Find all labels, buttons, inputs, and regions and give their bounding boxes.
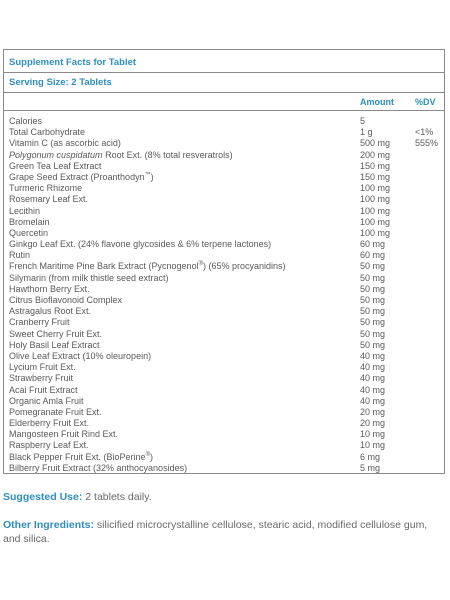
- serving-size: Serving Size: 2 Tablets: [9, 77, 112, 88]
- facts-row: [4, 396, 444, 407]
- ingredient-amount: 50 mg: [360, 328, 386, 339]
- other-ingredients-text: silicified microcrystalline cellulose, stearic acid, modified cellulose gum, and silica.: [3, 519, 428, 545]
- facts-row: [4, 385, 444, 396]
- ingredient-name: [9, 261, 286, 272]
- ingredient-name-post: ): [150, 171, 154, 182]
- facts-row: [4, 463, 444, 474]
- ingredient-amount: 20 mg: [360, 406, 386, 417]
- ingredient-name: Astragalus Root Ext.: [9, 306, 92, 317]
- ingredient-dv: <1%: [415, 127, 434, 138]
- amount-column-header: Amount: [360, 97, 394, 107]
- ingredient-amount: 150 mg: [360, 160, 391, 171]
- ingredient-amount: 60 mg: [360, 239, 386, 250]
- ingredient-name: Green Tea Leaf Extract: [9, 160, 102, 171]
- ingredient-name: Lecithin: [9, 205, 41, 216]
- trademark-mark: ™: [144, 171, 151, 178]
- ingredient-name: Sweet Cherry Fruit Ext.: [9, 328, 103, 339]
- ingredient-name: Total Carbohydrate: [9, 127, 86, 138]
- ingredient-amount: 40 mg: [360, 384, 386, 395]
- dv-column-header: %DV: [415, 97, 436, 107]
- facts-row: [4, 429, 444, 440]
- facts-row: [4, 362, 444, 373]
- ingredient-name: Vitamin C (as ascorbic acid): [9, 138, 121, 149]
- facts-row: [4, 306, 444, 317]
- ingredient-name: [9, 452, 153, 463]
- ingredient-name: Pomegranate Fruit Ext.: [9, 406, 102, 417]
- ingredient-amount: 40 mg: [360, 362, 386, 373]
- suggested-use-text: 2 tablets daily.: [82, 491, 152, 503]
- ingredient-amount: 100 mg: [360, 227, 391, 238]
- ingredient-name-pre: Black Pepper Fruit Ext. (BioPerine: [9, 451, 146, 462]
- facts-row: [4, 295, 444, 306]
- ingredient-amount: 100 mg: [360, 205, 391, 216]
- facts-row: [4, 407, 444, 418]
- facts-rows: [4, 116, 444, 474]
- ingredient-amount: 5: [360, 116, 366, 126]
- facts-row: [4, 329, 444, 340]
- other-ingredients: [3, 518, 443, 546]
- ingredient-amount: 40 mg: [360, 350, 386, 361]
- ingredient-amount: 500 mg: [360, 138, 391, 149]
- facts-row: [4, 217, 444, 228]
- ingredient-amount: 40 mg: [360, 395, 386, 406]
- ingredient-name-pre: French Maritime Pine Bark Extract (Pycnogenol: [9, 261, 199, 272]
- ingredient-name: Calories: [9, 116, 43, 126]
- ingredient-amount: 1 g: [360, 127, 373, 138]
- ingredient-name-post: ): [149, 451, 153, 462]
- ingredient-name: Raspberry Leaf Ext.: [9, 440, 89, 451]
- ingredient-name: Organic Amla Fruit: [9, 395, 84, 406]
- facts-row: [4, 373, 444, 384]
- ingredient-name-pre: Grape Seed Extract (Proanthodyn: [9, 171, 145, 182]
- ingredient-name-rest: Root Ext. (8% total resveratrols): [102, 149, 233, 160]
- ingredient-name: Acai Fruit Extract: [9, 384, 78, 395]
- ingredient-name: Hawthorn Berry Ext.: [9, 283, 90, 294]
- supplement-facts-panel: [3, 49, 445, 474]
- ingredient-amount: 50 mg: [360, 306, 386, 317]
- header-divider: [4, 110, 444, 111]
- ingredient-amount: 60 mg: [360, 250, 386, 261]
- trademark-mark: ®: [145, 451, 150, 458]
- title-divider: [4, 72, 444, 73]
- ingredient-name: Lycium Fruit Ext.: [9, 362, 76, 373]
- facts-row: [4, 161, 444, 172]
- ingredient-name: [9, 150, 233, 161]
- ingredient-amount: 50 mg: [360, 283, 386, 294]
- facts-row: [4, 127, 444, 138]
- ingredient-name: Bromelain: [9, 216, 50, 227]
- facts-row: [4, 452, 444, 463]
- ingredient-name: Turmeric Rhizome: [9, 183, 83, 194]
- ingredient-name: Citrus Bioflavonoid Complex: [9, 295, 123, 305]
- facts-row: [4, 250, 444, 261]
- facts-row: [4, 183, 444, 194]
- ingredient-amount: 50 mg: [360, 317, 386, 328]
- facts-row: [4, 418, 444, 429]
- ingredient-name: Elderberry Fruit Ext.: [9, 418, 90, 429]
- facts-row: [4, 340, 444, 351]
- facts-row: [4, 172, 444, 183]
- ingredient-name-post: ) (65% procyanidins): [203, 261, 286, 272]
- ingredient-name: Olive Leaf Extract (10% oleuropein): [9, 350, 152, 361]
- trademark-mark: ®: [198, 261, 203, 268]
- ingredient-dv: 555%: [415, 138, 439, 149]
- facts-row: [4, 150, 444, 161]
- facts-row: [4, 351, 444, 362]
- ingredient-amount: 40 mg: [360, 373, 386, 384]
- ingredient-name: Strawberry Fruit: [9, 373, 74, 384]
- ingredient-name: Holy Basil Leaf Extract: [9, 339, 100, 350]
- ingredient-amount: 10 mg: [360, 440, 386, 451]
- ingredient-name: Ginkgo Leaf Ext. (24% flavone glycosides & 6% terpene lactones): [9, 239, 272, 250]
- facts-title: Supplement Facts for Tablet: [9, 57, 137, 68]
- facts-row: [4, 261, 444, 272]
- ingredient-amount: 5 mg: [360, 462, 381, 473]
- facts-row: [4, 138, 444, 149]
- ingredient-amount: 50 mg: [360, 272, 386, 283]
- facts-row: [4, 440, 444, 451]
- ingredient-amount: 50 mg: [360, 339, 386, 350]
- ingredient-name: Rutin: [9, 250, 31, 261]
- ingredient-name: Bilberry Fruit Extract (32% anthocyanosides): [9, 462, 188, 473]
- ingredient-amount: 150 mg: [360, 171, 391, 182]
- facts-row: [4, 194, 444, 205]
- other-ingredients-label: Other Ingredients:: [3, 519, 95, 531]
- facts-row: [4, 228, 444, 239]
- ingredient-amount: 100 mg: [360, 183, 391, 194]
- ingredient-amount: 100 mg: [360, 194, 391, 205]
- suggested-use-label: Suggested Use:: [3, 491, 83, 503]
- ingredient-name: [9, 172, 154, 183]
- facts-row: [4, 116, 444, 127]
- suggested-use: [3, 490, 443, 504]
- facts-row: [4, 284, 444, 295]
- facts-row: [4, 273, 444, 284]
- facts-row: [4, 239, 444, 250]
- ingredient-amount: 200 mg: [360, 149, 391, 160]
- ingredient-amount: 50 mg: [360, 295, 386, 305]
- ingredient-amount: 10 mg: [360, 429, 386, 440]
- ingredient-amount: 100 mg: [360, 216, 391, 227]
- ingredient-name: Rosemary Leaf Ext.: [9, 194, 89, 205]
- ingredient-amount: 6 mg: [360, 451, 381, 462]
- ingredient-name: Quercetin: [9, 227, 49, 238]
- ingredient-amount: 50 mg: [360, 261, 386, 272]
- ingredient-name: Silymarin (from milk thistle seed extract): [9, 272, 169, 283]
- serving-divider: [4, 92, 444, 93]
- facts-row: [4, 317, 444, 328]
- ingredient-name: Cranberry Fruit: [9, 317, 70, 328]
- ingredient-amount: 20 mg: [360, 418, 386, 429]
- facts-row: [4, 206, 444, 217]
- ingredient-name-italic: Polygonum cuspidatum: [9, 149, 103, 160]
- ingredient-name: Mangosteen Fruit Rind Ext.: [9, 429, 119, 440]
